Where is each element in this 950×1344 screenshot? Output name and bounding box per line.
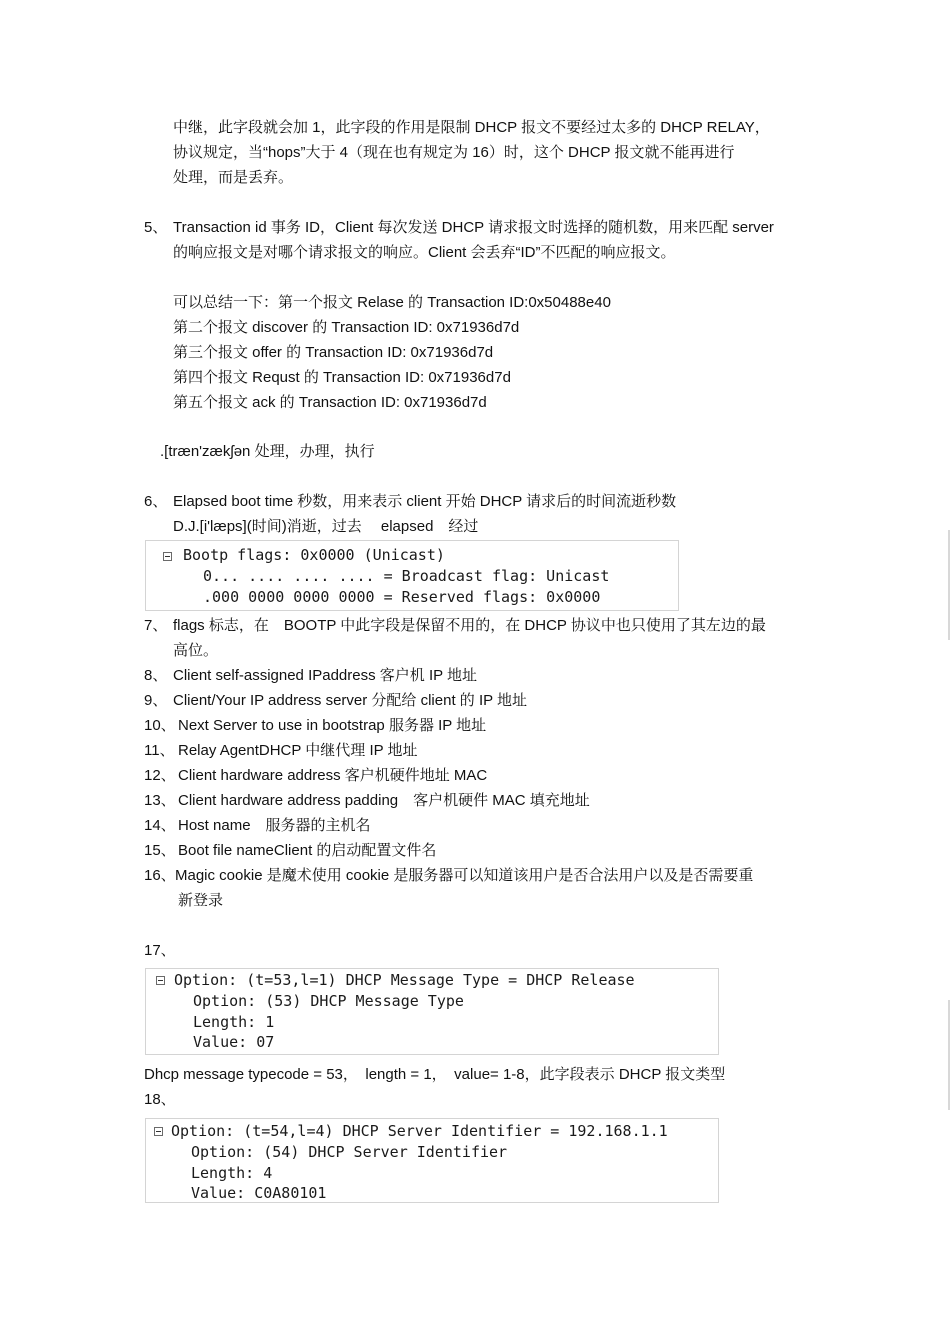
phonetic-note: .[træn'zækʃən 处理，办理，执行 [160,443,375,460]
list-item: Client hardware address padding 客户机硬件 MAC 填充地址 [178,792,590,809]
item-number: 16、 [144,867,176,884]
item-number: 10、 [144,717,176,734]
summary-line: 第二个报文 discover 的 Transaction ID: 0x71936d7d [173,319,520,336]
summary-line: 第四个报文 Requst 的 Transaction ID: 0x71936d7d [173,369,511,386]
list-item: Next Server to use in bootstrap 服务器 IP 地址 [178,717,487,734]
text-line: Magic cookie 是魔术使用 cookie 是服务器可以知道该用户是否合法用户以及是否需要重 [175,867,754,884]
list-item: Client hardware address 客户机硬件地址 MAC [178,767,488,784]
summary-line: 可以总结一下：第一个报文 Relase 的 Transaction ID:0x50488e40 [173,294,611,311]
text-line: Transaction id 事务 ID，Client 每次发送 DHCP 请求报文时选择的随机数，用来匹配 server [173,219,774,236]
text-line: D.J.[i'læps](时间)消逝，过去 elapsed 经过 [173,518,479,535]
summary-line: 第三个报文 offer 的 Transaction ID: 0x71936d7d [173,344,494,361]
list-item: Host name 服务器的主机名 [178,817,371,834]
detail-line[interactable]: Bootp flags: 0x0000 (Unicast) [183,546,445,564]
item-number: 15、 [144,842,176,859]
text-line: 处理，而是丢弃。 [173,169,294,186]
item-number: 8、 [144,667,168,684]
collapse-icon[interactable] [156,976,165,985]
detail-line[interactable]: Option: (53) DHCP Message Type [193,992,464,1010]
detail-line[interactable]: Length: 1 [193,1013,275,1031]
text-line: 的响应报文是对哪个请求报文的响应。Client 会丢弃“ID”不匹配的响应报文。 [173,244,676,261]
text-line: 中继，此字段就会加 1，此字段的作用是限制 DHCP 报文不要经过太多的 DHCP RELAY， [173,119,770,136]
item-number: 12、 [144,767,176,784]
packet-detail-option53-panel [145,968,719,1055]
item-number: 13、 [144,792,176,809]
text-line: 协议规定，当“hops”大于 4（现在也有规定为 16）时，这个 DHCP 报文就不能再进行 [173,144,735,161]
detail-line[interactable]: Option: (t=54,l=4) DHCP Server Identifier = 192.168.1.1 [171,1122,668,1140]
item-number: 11、 [144,742,175,759]
item-number: 5、 [144,219,168,236]
list-item: Client/Your IP address server 分配给 client 的 IP 地址 [173,692,528,709]
option53-description: Dhcp message typecode = 53， length = 1， value= 1-8，此字段表示 DHCP 报文类型 [144,1066,726,1083]
item-number: 7、 [144,617,168,634]
packet-detail-option54-panel [145,1118,719,1203]
text-line: flags 标志，在 BOOTP 中此字段是保留不用的，在 DHCP 协议中也只使用了其左边的最 [173,617,766,634]
item-number-18: 18、 [144,1091,176,1108]
detail-line[interactable]: Value: 07 [193,1033,275,1051]
list-item: Relay AgentDHCP 中继代理 IP 地址 [178,742,418,759]
list-item: Client self-assigned IPaddress 客户机 IP 地址 [173,667,478,684]
item-number-17: 17、 [144,942,176,959]
detail-line[interactable]: Value: C0A80101 [191,1184,327,1202]
detail-line[interactable]: .000 0000 0000 0000 = Reserved flags: 0x0000 [203,588,601,606]
item-number: 9、 [144,692,168,709]
detail-line[interactable]: Option: (t=53,l=1) DHCP Message Type = DHCP Release [174,971,635,989]
detail-line[interactable]: Option: (54) DHCP Server Identifier [191,1143,508,1161]
item-number: 14、 [144,817,176,834]
packet-detail-flags-panel [145,540,679,611]
text-line: 新登录 [178,892,224,909]
list-item: Boot file nameClient 的启动配置文件名 [178,842,437,859]
detail-line[interactable]: Length: 4 [191,1164,273,1182]
item-number: 6、 [144,493,168,510]
collapse-icon[interactable] [154,1127,163,1136]
text-line: 高位。 [173,642,219,659]
text-line: Elapsed boot time 秒数，用来表示 client 开始 DHCP 请求后的时间流逝秒数 [173,493,677,510]
detail-line[interactable]: 0... .... .... .... = Broadcast flag: Unicast [203,567,610,585]
collapse-icon[interactable] [163,552,172,561]
summary-line: 第五个报文 ack 的 Transaction ID: 0x71936d7d [173,394,487,411]
